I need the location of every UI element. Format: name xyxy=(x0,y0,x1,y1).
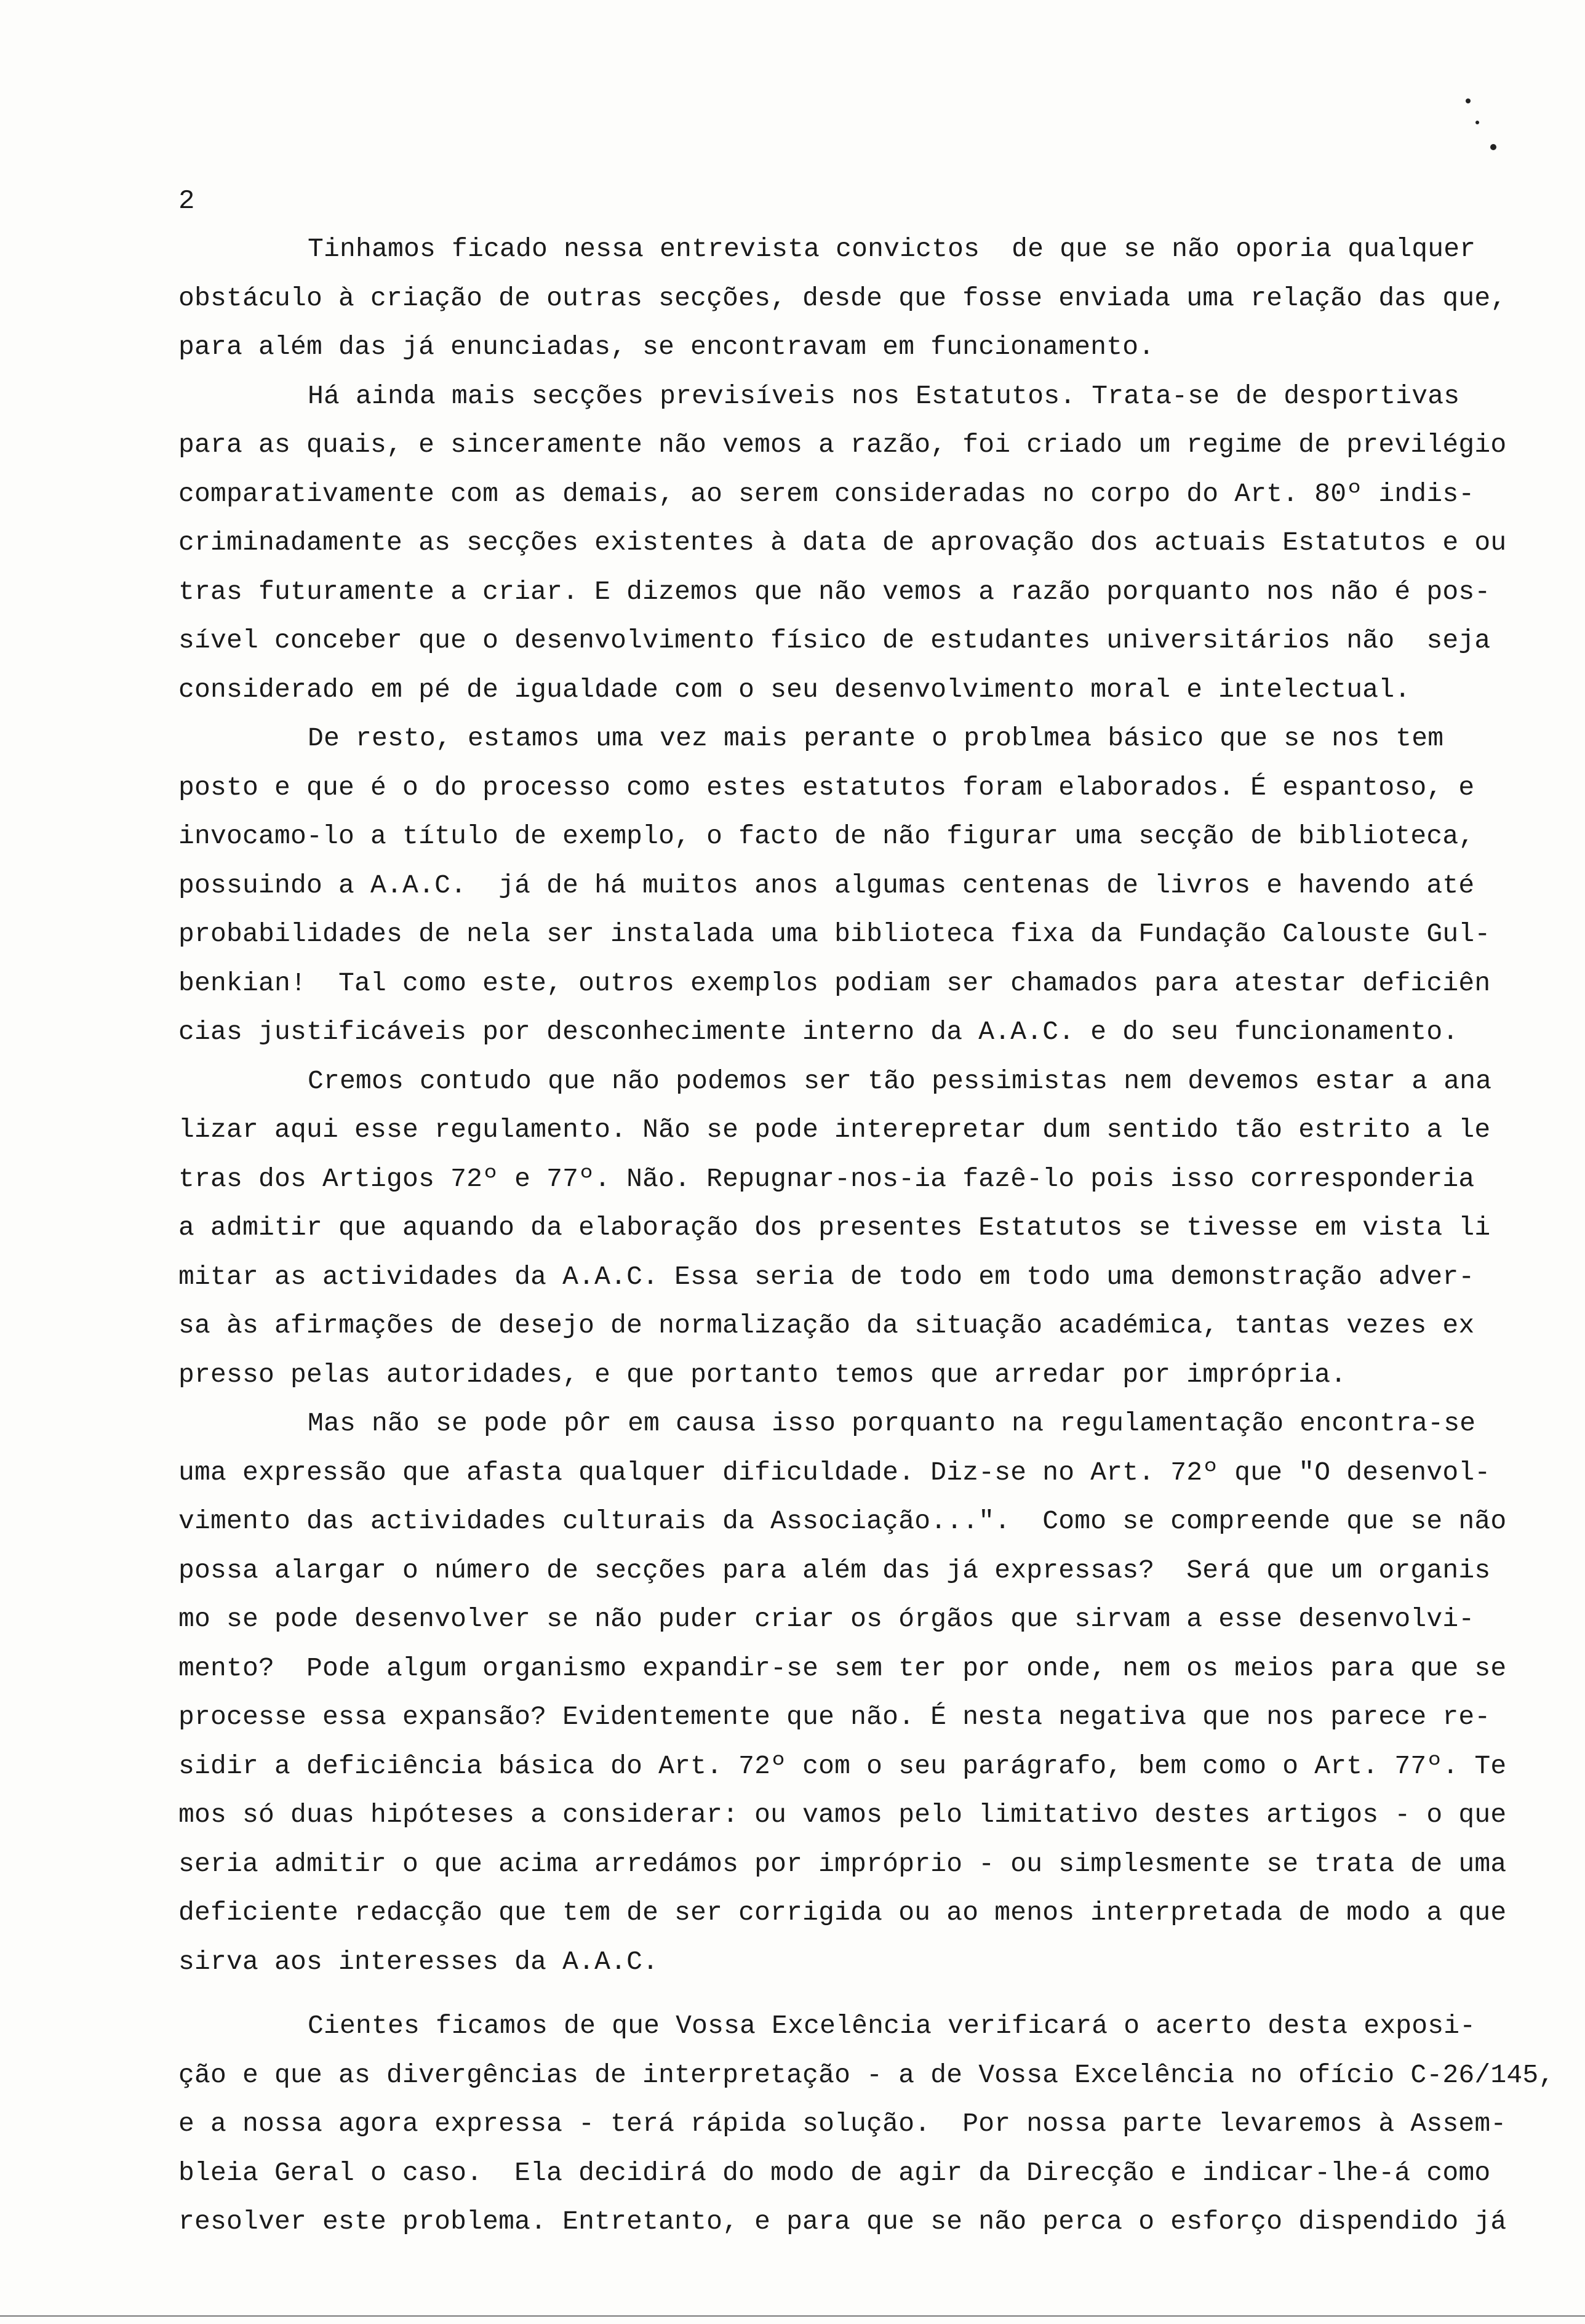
text-line: seria admitir o que acima arredámos por impróprio - ou simplesmente se trata de uma xyxy=(178,1848,1507,1879)
text-line: Tinhamos ficado nessa entrevista convictos de que se não oporia qualquer xyxy=(308,234,1476,264)
text-line: mento? Pode algum organismo expandir-se sem ter por onde, nem os meios para que se xyxy=(178,1653,1507,1683)
text-line: ção e que as divergências de interpretação - a de Vossa Excelência no ofício C-26/145, xyxy=(178,2059,1555,2090)
text-line: cias justificáveis por desconhecimente interno da A.A.C. e do seu funcionamento. xyxy=(178,1017,1459,1047)
page-bottom-edge xyxy=(0,2315,1585,2317)
text-line: sidir a deficiência básica do Art. 72º com o seu parágrafo, bem como o Art. 77º. Te xyxy=(178,1750,1507,1781)
text-line: processe essa expansão? Evidentemente que não. É nesta negativa que nos parece re- xyxy=(178,1702,1491,1732)
margin-speck-mark xyxy=(1490,144,1496,150)
text-line: Mas não se pode pôr em causa isso porquanto na regulamentação encontra-se xyxy=(308,1408,1476,1438)
text-line: Há ainda mais secções previsíveis nos Estatutos. Trata-se de desportivas xyxy=(308,380,1460,411)
text-line: a admitir que aquando da elaboração dos presentes Estatutos se tivesse em vista li xyxy=(178,1212,1491,1243)
text-line: mos só duas hipóteses a considerar: ou vamos pelo limitativo destes artigos - o que xyxy=(178,1800,1507,1830)
text-line: invocamo-lo a título de exemplo, o facto de não figurar uma secção de biblioteca, xyxy=(178,821,1475,851)
text-line: comparativamente com as demais, ao serem consideradas no corpo do Art. 80º indis- xyxy=(178,478,1475,509)
letter-body xyxy=(178,225,1555,2246)
text-line: Cientes ficamos de que Vossa Excelência verificará o acerto desta exposi- xyxy=(308,2011,1476,2041)
text-line: sirva aos interesses da A.A.C. xyxy=(178,1946,659,1977)
text-line: e a nossa agora expressa - terá rápida solução. Por nossa parte levaremos à Assem- xyxy=(178,2109,1507,2139)
text-line: mitar as actividades da A.A.C. Essa seria de todo em todo uma demonstração adver- xyxy=(178,1261,1475,1292)
text-line: De resto, estamos uma vez mais perante o problmea básico que se nos tem xyxy=(308,723,1444,753)
text-line: probabilidades de nela ser instalada uma biblioteca fixa da Fundação Calouste Gul- xyxy=(178,919,1491,949)
page-number: 2 xyxy=(178,186,195,217)
text-line: benkian! Tal como este, outros exemplos podiam ser chamados para atestar deficiên xyxy=(178,968,1491,998)
text-line: presso pelas autoridades, e que portanto temos que arredar por imprópria. xyxy=(178,1359,1347,1390)
text-line: uma expressão que afasta qualquer dificuldade. Diz-se no Art. 72º que "O desenvol- xyxy=(178,1457,1491,1488)
text-line: vimento das actividades culturais da Associação...". Como se compreende que se não xyxy=(178,1506,1507,1536)
text-line: obstáculo à criação de outras secções, desde que fosse enviada uma relação das que, xyxy=(178,282,1507,313)
text-line: deficiente redacção que tem de ser corrigida ou ao menos interpretada de modo a que xyxy=(178,1897,1507,1928)
margin-speck-mark xyxy=(1475,121,1479,124)
text-line: resolver este problema. Entretanto, e para que se não perca o esforço dispendido já xyxy=(178,2206,1507,2237)
text-line: para além das já enunciadas, se encontravam em funcionamento. xyxy=(178,332,1155,362)
text-line: possuindo a A.A.C. já de há muitos anos algumas centenas de livros e havendo até xyxy=(178,870,1475,900)
text-line: mo se pode desenvolver se não puder criar os órgãos que sirvam a esse desenvolvi- xyxy=(178,1604,1475,1634)
text-line: lizar aqui esse regulamento. Não se pode interepretar dum sentido tão estrito a le xyxy=(178,1115,1491,1145)
text-line: sível conceber que o desenvolvimento físico de estudantes universitários não seja xyxy=(178,625,1491,655)
text-line: tras futuramente a criar. E dizemos que não vemos a razão porquanto nos não é pos- xyxy=(178,576,1491,607)
text-line: possa alargar o número de secções para além das já expressas? Será que um organis xyxy=(178,1555,1491,1585)
text-line: posto e que é o do processo como estes estatutos foram elaborados. É espantoso, e xyxy=(178,772,1475,803)
text-line: bleia Geral o caso. Ela decidirá do modo de agir da Direcção e indicar-lhe-á como xyxy=(178,2157,1491,2188)
text-line: tras dos Artigos 72º e 77º. Não. Repugnar-nos-ia fazê-lo pois isso corresponderia xyxy=(178,1163,1475,1194)
text-line: sa às afirmações de desejo de normalização da situação académica, tantas vezes ex xyxy=(178,1310,1475,1340)
text-line: para as quais, e sinceramente não vemos a razão, foi criado um regime de previlégio xyxy=(178,430,1507,460)
text-line: considerado em pé de igualdade com o seu desenvolvimento moral e intelectual. xyxy=(178,674,1411,705)
margin-speck-mark xyxy=(1466,98,1471,103)
text-line: criminadamente as secções existentes à data de aprovação dos actuais Estatutos e ou xyxy=(178,527,1507,558)
text-line: Cremos contudo que não podemos ser tão pessimistas nem devemos estar a ana xyxy=(308,1065,1492,1096)
